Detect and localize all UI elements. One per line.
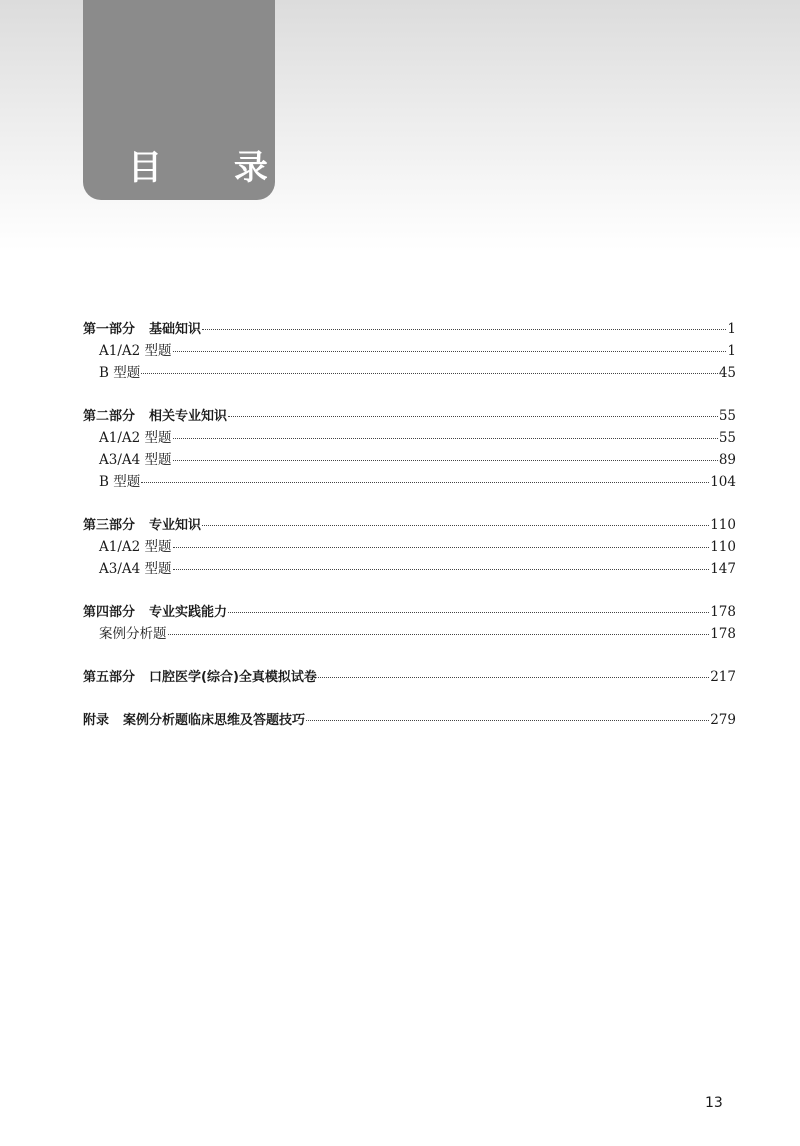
toc-entry-label: B 型题 [99,474,141,490]
toc-page-number: 279 [710,712,736,728]
toc-entry-part[interactable] [83,405,736,427]
part-number: 第五部分 [83,670,136,685]
toc-entry-label: A3/A4 型题 [99,452,172,468]
dot-leader [228,415,718,417]
toc-page-number: 104 [710,474,736,490]
toc-entry-label: A1/A2 型题 [99,539,172,555]
toc-page-number: 110 [710,539,736,555]
toc-entry-label [83,710,305,732]
part-title: 口腔医学(综合)全真模拟试卷 [149,670,317,685]
toc-entry-part[interactable] [83,601,736,623]
part-number: 第二部分 [83,409,136,424]
toc-entry-part[interactable] [83,709,736,731]
part-title: 相关专业知识 [149,409,228,424]
dot-leader [168,633,710,635]
dot-leader [318,676,709,678]
toc-section [83,514,736,580]
toc-page-number: 217 [710,669,736,685]
dot-leader [173,568,710,570]
toc-entry-sub[interactable] [83,623,736,645]
toc-section [83,709,736,731]
part-title: 案例分析题临床思维及答题技巧 [123,713,306,728]
toc-entry-label [83,667,317,689]
toc-entry-label [83,406,227,428]
toc-page-number: 45 [718,365,736,381]
part-number: 第一部分 [83,322,136,337]
toc-page-number: 110 [710,517,736,533]
toc-page-number: 1 [727,343,736,359]
dot-leader [202,524,709,526]
toc-page-number: 55 [718,408,736,424]
part-title: 专业实践能力 [149,605,228,620]
part-number: 附录 [83,713,110,728]
part-number: 第四部分 [83,605,136,620]
dot-leader [173,459,718,461]
toc-entry-label: A1/A2 型题 [99,430,172,446]
part-title: 基础知识 [149,322,202,337]
dot-leader [173,437,718,439]
toc-entry-part[interactable] [83,666,736,688]
page-number: 13 [705,1095,723,1111]
dot-leader [202,328,726,330]
page-title: 目 录 [128,148,298,188]
toc-entry-label [83,319,201,341]
dot-leader [173,350,727,352]
toc-section [83,666,736,688]
toc-page-number: 147 [710,561,736,577]
toc-entry-part[interactable] [83,318,736,340]
dot-leader [141,481,709,483]
part-title: 专业知识 [149,518,202,533]
toc-section [83,405,736,493]
toc-entry-label: B 型题 [99,365,141,381]
table-of-contents [83,318,736,752]
toc-section [83,601,736,645]
toc-entry-sub[interactable] [83,340,736,362]
toc-entry-part[interactable] [83,514,736,536]
toc-entry-sub[interactable] [83,558,736,580]
toc-entry-label: 案例分析题 [99,626,167,642]
part-number: 第三部分 [83,518,136,533]
toc-entry-sub[interactable] [83,536,736,558]
toc-page-number: 1 [727,321,736,337]
toc-page-number: 55 [718,430,736,446]
toc-entry-label [83,602,227,624]
dot-leader [228,611,709,613]
toc-entry-sub[interactable] [83,471,736,493]
toc-entry-sub[interactable] [83,427,736,449]
toc-page-number: 178 [710,604,736,620]
toc-entry-sub[interactable] [83,449,736,471]
toc-page-number: 178 [710,626,736,642]
toc-page-number: 89 [718,452,736,468]
dot-leader [306,719,709,721]
toc-entry-sub[interactable] [83,362,736,384]
toc-section [83,318,736,384]
toc-entry-label [83,515,201,537]
toc-entry-label: A3/A4 型题 [99,561,172,577]
dot-leader [173,546,710,548]
dot-leader [141,372,718,374]
toc-entry-label: A1/A2 型题 [99,343,172,359]
